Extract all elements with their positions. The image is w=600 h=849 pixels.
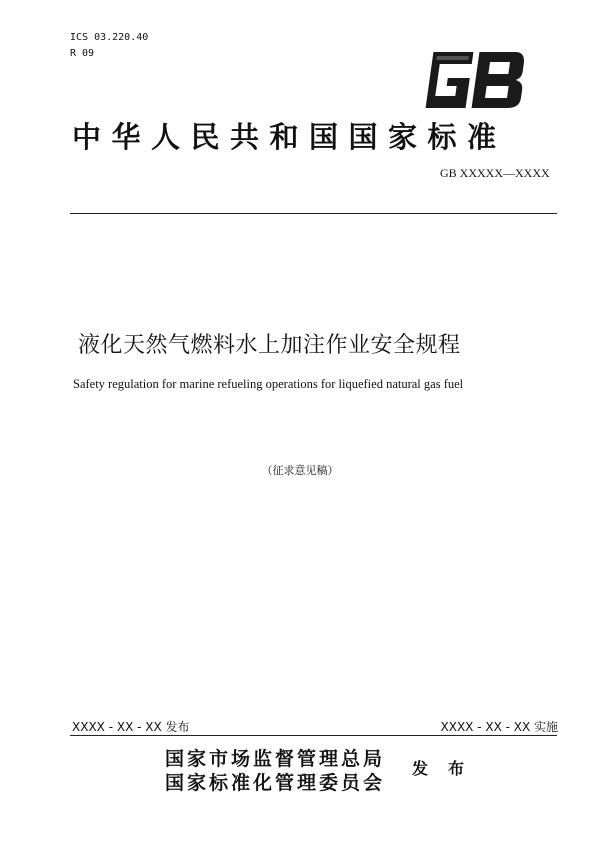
gb-logo: [412, 48, 530, 112]
ics-code: ICS 03.220.40: [70, 32, 149, 43]
ccs-code: R 09: [70, 48, 95, 59]
issuer-samr: 国家市场监督管理总局: [165, 749, 386, 770]
standard-number: GB XXXXX—XXXX: [440, 166, 550, 180]
draft-status: （征求意见稿）: [261, 465, 339, 477]
implementation-date: XXXX - XX - XX 实施: [440, 720, 558, 734]
publish-label: 发 布: [412, 761, 473, 778]
header-divider: [70, 213, 557, 214]
issue-date: XXXX - XX - XX 发布: [72, 720, 190, 734]
national-standard-title: 中华人民共和国国家标准: [72, 122, 507, 154]
issuer-sac: 国家标准化管理委员会: [165, 773, 386, 794]
document-title-cn: 液化天然气燃料水上加注作业安全规程: [78, 333, 461, 358]
footer-divider: [70, 735, 557, 736]
document-title-en: Safety regulation for marine refueling operations for liquefied natural gas fuel: [73, 377, 464, 391]
